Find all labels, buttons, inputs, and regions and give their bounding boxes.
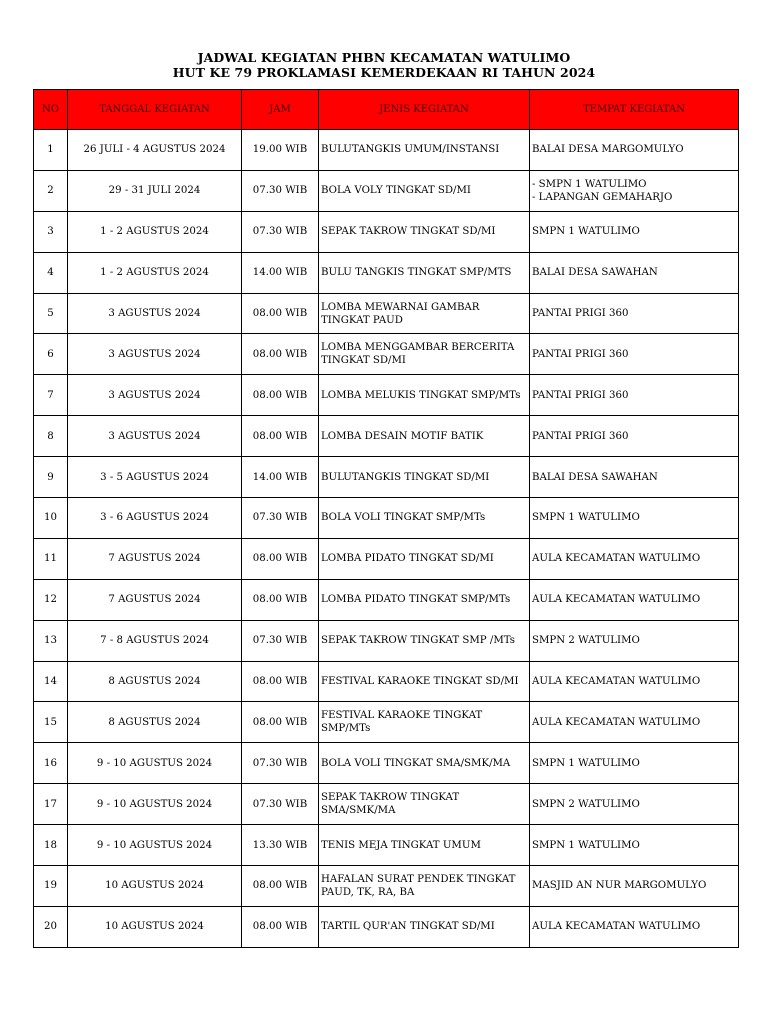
activity-name-line: FESTIVAL KARAOKE TINGKAT: [321, 710, 483, 722]
activity-name-line: TINGKAT PAUD: [321, 314, 403, 326]
activity-place-line: AULA KECAMATAN WATULIMO: [532, 716, 701, 728]
schedule-table: [33, 89, 739, 948]
activity-place-line: SMPN 1 WATULIMO: [532, 226, 640, 238]
activity-place: [530, 416, 739, 457]
activity-name: [319, 906, 530, 947]
activity-time: 08.00 WIB: [242, 906, 319, 947]
activity-time: 08.00 WIB: [242, 334, 319, 375]
activity-name-line: BOLA VOLI TINGKAT SMP/MTs: [321, 512, 486, 524]
activity-place: [530, 784, 739, 825]
activity-name-line: HAFALAN SURAT PENDEK TINGKAT: [321, 873, 516, 885]
activity-name-line: TENIS MEJA TINGKAT UMUM: [321, 839, 481, 851]
activity-place-line: SMPN 2 WATULIMO: [532, 635, 640, 647]
activity-place-line: BALAI DESA SAWAHAN: [532, 267, 658, 279]
activity-time: 08.00 WIB: [242, 702, 319, 743]
activity-place-line: AULA KECAMATAN WATULIMO: [532, 676, 701, 688]
activity-time: 07.30 WIB: [242, 743, 319, 784]
activity-date: 3 - 5 AGUSTUS 2024: [68, 457, 242, 498]
activity-name: [319, 538, 530, 579]
activity-date: 9 - 10 AGUSTUS 2024: [68, 743, 242, 784]
activity-place: [530, 743, 739, 784]
row-number: 9: [34, 457, 68, 498]
activity-name-line: PAUD, TK, RA, BA: [321, 886, 415, 898]
activity-name-line: LOMBA MEWARNAI GAMBAR: [321, 301, 480, 313]
table-row: [34, 498, 739, 539]
activity-place-line: AULA KECAMATAN WATULIMO: [532, 921, 701, 933]
activity-name: [319, 375, 530, 416]
activity-date: 8 AGUSTUS 2024: [68, 661, 242, 702]
activity-place-line: AULA KECAMATAN WATULIMO: [532, 594, 701, 606]
activity-place: [530, 293, 739, 334]
activity-name-line: SMA/SMK/MA: [321, 805, 396, 817]
activity-date: 3 AGUSTUS 2024: [68, 416, 242, 457]
activity-place-line: PANTAI PRIGI 360: [532, 389, 629, 401]
document-title: [0, 50, 768, 80]
row-number: 14: [34, 661, 68, 702]
activity-time: 07.30 WIB: [242, 784, 319, 825]
activity-place-line: SMPN 1 WATULIMO: [532, 839, 640, 851]
activity-place: [530, 702, 739, 743]
activity-time: 14.00 WIB: [242, 457, 319, 498]
activity-name-line: BOLA VOLY TINGKAT SD/MI: [321, 185, 471, 197]
activity-time: 14.00 WIB: [242, 252, 319, 293]
activity-time: 08.00 WIB: [242, 866, 319, 907]
activity-place-line: - SMPN 1 WATULIMO: [532, 178, 647, 190]
activity-time: 08.00 WIB: [242, 538, 319, 579]
table-row: [34, 906, 739, 947]
activity-date: 9 - 10 AGUSTUS 2024: [68, 784, 242, 825]
activity-time: 07.30 WIB: [242, 620, 319, 661]
activity-name: [319, 825, 530, 866]
activity-time: 08.00 WIB: [242, 661, 319, 702]
activity-place-line: PANTAI PRIGI 360: [532, 348, 629, 360]
row-number: 20: [34, 906, 68, 947]
activity-name-line: SEPAK TAKROW TINGKAT: [321, 792, 460, 804]
activity-name-line: BULU TANGKIS TINGKAT SMP/MTS: [321, 267, 512, 279]
table-row: [34, 293, 739, 334]
header-time: JAM: [242, 90, 319, 130]
activity-name: [319, 293, 530, 334]
activity-place: [530, 538, 739, 579]
table-row: [34, 416, 739, 457]
activity-name: [319, 702, 530, 743]
activity-name: [319, 620, 530, 661]
activity-date: 3 AGUSTUS 2024: [68, 375, 242, 416]
activity-place: [530, 457, 739, 498]
activity-name: [319, 211, 530, 252]
activity-name-line: FESTIVAL KARAOKE TINGKAT SD/MI: [321, 676, 519, 688]
activity-date: 3 AGUSTUS 2024: [68, 334, 242, 375]
table-row: [34, 211, 739, 252]
activity-name-line: SMP/MTs: [321, 723, 371, 735]
activity-name-line: BULUTANGKIS UMUM/INSTANSI: [321, 144, 500, 156]
row-number: 3: [34, 211, 68, 252]
activity-date: 8 AGUSTUS 2024: [68, 702, 242, 743]
activity-time: 08.00 WIB: [242, 375, 319, 416]
table-row: [34, 538, 739, 579]
row-number: 5: [34, 293, 68, 334]
activity-place-line: SMPN 1 WATULIMO: [532, 512, 640, 524]
table-header: [34, 90, 739, 130]
activity-place-line: SMPN 1 WATULIMO: [532, 757, 640, 769]
header-date: TANGGAL KEGIATAN: [68, 90, 242, 130]
activity-name-line: SEPAK TAKROW TINGKAT SD/MI: [321, 226, 496, 238]
row-number: 17: [34, 784, 68, 825]
table-body: [34, 130, 739, 948]
table-row: [34, 579, 739, 620]
activity-date: 3 AGUSTUS 2024: [68, 293, 242, 334]
activity-name-line: LOMBA MENGGAMBAR BERCERITA: [321, 342, 515, 354]
activity-time: 07.30 WIB: [242, 170, 319, 211]
activity-place-line: SMPN 2 WATULIMO: [532, 798, 640, 810]
row-number: 8: [34, 416, 68, 457]
activity-time: 13.30 WIB: [242, 825, 319, 866]
title-line-2: HUT KE 79 PROKLAMASI KEMERDEKAAN RI TAHUN 2024: [172, 65, 596, 80]
activity-time: 19.00 WIB: [242, 130, 319, 171]
activity-date: 1 - 2 AGUSTUS 2024: [68, 252, 242, 293]
row-number: 7: [34, 375, 68, 416]
row-number: 2: [34, 170, 68, 211]
table-row: [34, 866, 739, 907]
activity-name: [319, 457, 530, 498]
activity-place-line: BALAI DESA SAWAHAN: [532, 471, 658, 483]
row-number: 10: [34, 498, 68, 539]
activity-place-line: BALAI DESA MARGOMULYO: [532, 144, 684, 156]
activity-time: 07.30 WIB: [242, 498, 319, 539]
table-row: [34, 252, 739, 293]
activity-date: 10 AGUSTUS 2024: [68, 866, 242, 907]
activity-place: [530, 375, 739, 416]
activity-time: 08.00 WIB: [242, 416, 319, 457]
activity-name-line: LOMBA MELUKIS TINGKAT SMP/MTs: [321, 389, 521, 401]
activity-name-line: BULUTANGKIS TINGKAT SD/MI: [321, 471, 490, 483]
activity-name: [319, 252, 530, 293]
activity-date: 9 - 10 AGUSTUS 2024: [68, 825, 242, 866]
activity-name: [319, 416, 530, 457]
activity-place: [530, 334, 739, 375]
table-row: [34, 620, 739, 661]
header-activity: JENIS KEGIATAN: [319, 90, 530, 130]
row-number: 1: [34, 130, 68, 171]
activity-place: [530, 170, 739, 211]
table-row: [34, 702, 739, 743]
row-number: 16: [34, 743, 68, 784]
activity-place: [530, 252, 739, 293]
activity-place: [530, 498, 739, 539]
activity-name: [319, 743, 530, 784]
activity-name: [319, 661, 530, 702]
activity-place: [530, 661, 739, 702]
activity-place: [530, 130, 739, 171]
activity-name-line: BOLA VOLI TINGKAT SMA/SMK/MA: [321, 757, 511, 769]
activity-name: [319, 130, 530, 171]
header-place: TEMPAT KEGIATAN: [530, 90, 739, 130]
header-no: NO: [34, 90, 68, 130]
activity-name: [319, 784, 530, 825]
activity-date: 1 - 2 AGUSTUS 2024: [68, 211, 242, 252]
row-number: 11: [34, 538, 68, 579]
activity-place: [530, 866, 739, 907]
activity-place-line: MASJID AN NUR MARGOMULYO: [532, 880, 707, 892]
activity-name: [319, 498, 530, 539]
table-row: [34, 784, 739, 825]
title-line-1: JADWAL KEGIATAN PHBN KECAMATAN WATULIMO: [197, 50, 571, 65]
activity-name: [319, 334, 530, 375]
activity-date: 7 AGUSTUS 2024: [68, 579, 242, 620]
activity-name-line: SEPAK TAKROW TINGKAT SMP /MTs: [321, 635, 516, 647]
activity-place-line: PANTAI PRIGI 360: [532, 308, 629, 319]
activity-name-line: TARTIL QUR'AN TINGKAT SD/MI: [321, 921, 495, 933]
activity-name-line: LOMBA PIDATO TINGKAT SD/MI: [321, 553, 494, 565]
activity-name: [319, 579, 530, 620]
activity-time: 08.00 WIB: [242, 579, 319, 620]
activity-name-line: TINGKAT SD/MI: [321, 355, 406, 367]
row-number: 6: [34, 334, 68, 375]
table-row: [34, 334, 739, 375]
activity-place-line: PANTAI PRIGI 360: [532, 430, 629, 442]
header-row: [34, 90, 739, 130]
activity-place: [530, 825, 739, 866]
row-number: 15: [34, 702, 68, 743]
activity-date: 29 - 31 JULI 2024: [68, 170, 242, 211]
activity-name: [319, 866, 530, 907]
activity-name: [319, 170, 530, 211]
activity-date: 10 AGUSTUS 2024: [68, 906, 242, 947]
table-row: [34, 661, 739, 702]
activity-time: 08.00 WIB: [242, 293, 319, 334]
activity-name-line: LOMBA PIDATO TINGKAT SMP/MTs: [321, 594, 511, 606]
activity-date: 7 AGUSTUS 2024: [68, 538, 242, 579]
activity-date: 7 - 8 AGUSTUS 2024: [68, 620, 242, 661]
activity-place: [530, 211, 739, 252]
row-number: 13: [34, 620, 68, 661]
activity-place: [530, 579, 739, 620]
row-number: 12: [34, 579, 68, 620]
activity-date: 3 - 6 AGUSTUS 2024: [68, 498, 242, 539]
row-number: 19: [34, 866, 68, 907]
table-row: [34, 375, 739, 416]
table-row: [34, 457, 739, 498]
table-row: [34, 170, 739, 211]
activity-date: 26 JULI - 4 AGUSTUS 2024: [68, 130, 242, 171]
activity-time: 07.30 WIB: [242, 211, 319, 252]
activity-place-line: - LAPANGAN GEMAHARJO: [532, 191, 673, 203]
table-row: [34, 130, 739, 171]
activity-place: [530, 906, 739, 947]
activity-place: [530, 620, 739, 661]
table-row: [34, 743, 739, 784]
activity-place-line: AULA KECAMATAN WATULIMO: [532, 553, 701, 565]
row-number: 4: [34, 252, 68, 293]
activity-name-line: LOMBA DESAIN MOTIF BATIK: [321, 430, 484, 442]
row-number: 18: [34, 825, 68, 866]
table-row: [34, 825, 739, 866]
